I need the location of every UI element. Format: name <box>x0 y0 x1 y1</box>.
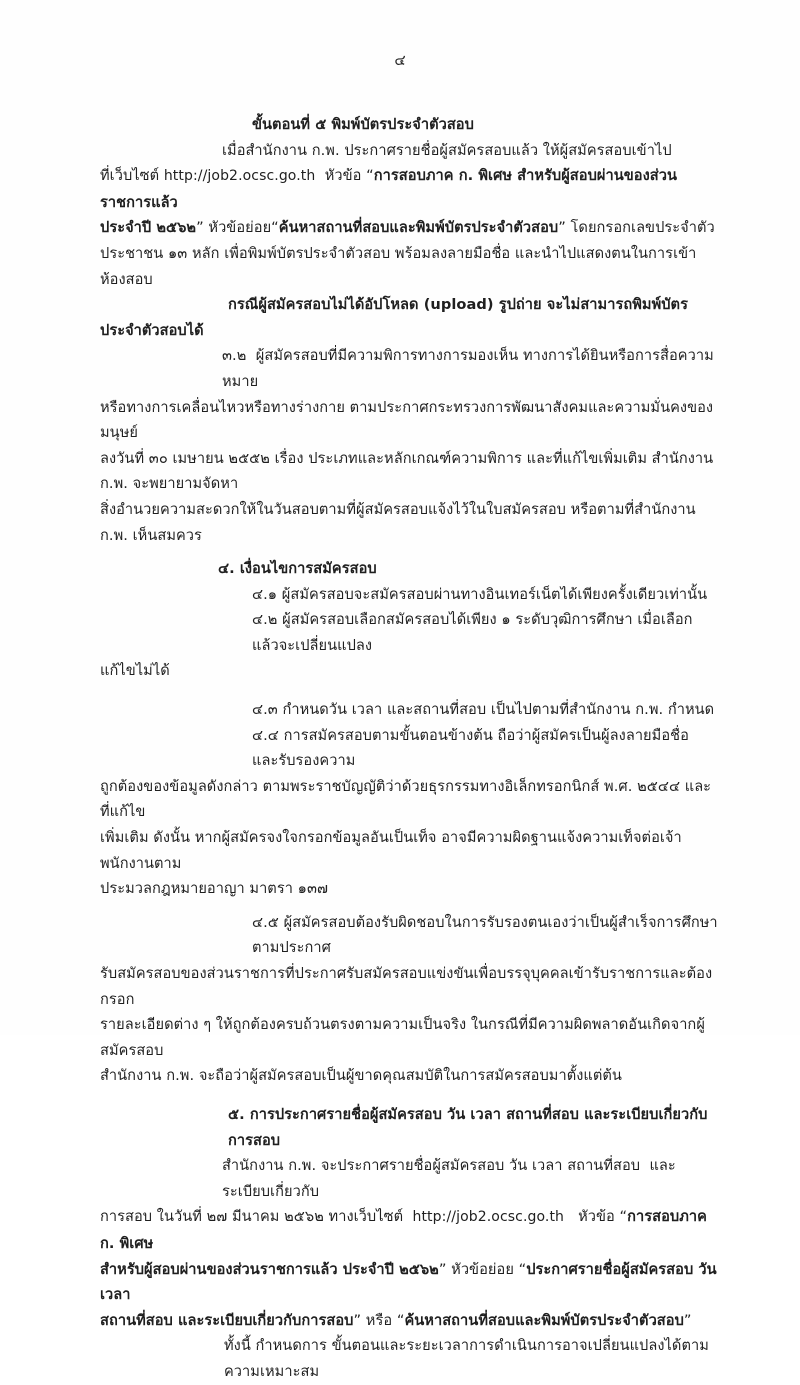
text-segment: ” โดยกรอกเลขประจำตัว <box>558 219 715 237</box>
text-segment: ” หรือ “ <box>353 1311 405 1329</box>
item-3-2-line3: ลงวันที่ ๓๐ เมษายน ๒๕๕๒ เรื่อง ประเภทและหลักเกณฑ์ความพิการ และที่แก้ไขเพิ่มเติม สำนักงาน ก.พ. จะพยายามจัดหา <box>100 449 718 493</box>
step5-paragraph1-line4: ประชาชน ๑๓ หลัก เพื่อพิมพ์บัตรประจำตัวสอบ พร้อมลงลายมือชื่อ และนำไปแสดงตนในการเข้าห้องสอบ <box>100 244 697 288</box>
exam-topic-continued: สำหรับผู้สอบผ่านของส่วนราชการแล้ว ประจำปี ๒๕๖๒ <box>100 1260 439 1278</box>
item-4-4-line3: เพิ่มเติม ดังนั้น หากผู้สมัครจงใจกรอกข้อมูลอันเป็นเท็จ อาจมีความผิดฐานแจ้งความเท็จต่อเจ้าพนักงานตาม <box>100 829 682 872</box>
exam-year-label: ประจำปี ๒๕๖๒ <box>100 219 197 237</box>
item-4-5-line4: สำนักงาน ก.พ. จะถือว่าผู้สมัครสอบเป็นผู้ขาดคุณสมบัติในการสมัครสอบมาตั้งแต่ต้น <box>100 1067 622 1085</box>
item-4-5-line1: ๔.๕ ผู้สมัครสอบต้องรับผิดชอบในการรับรองตนเองว่าเป็นผู้สำเร็จการศึกษาตามประกาศ <box>252 913 718 957</box>
text-segment: ” <box>683 1311 692 1329</box>
section-5-closing-note: ทั้งนี้ กำหนดการ ขั้นตอนและระยะเวลาการดำเนินการอาจเปลี่ยนแปลงได้ตามความเหมาะสม <box>224 1337 709 1380</box>
item-4-4-line4: ประมวลกฎหมายอาญา มาตรา ๑๓๗ <box>100 880 329 898</box>
spacer <box>100 902 718 910</box>
section-4-heading: ๔. เงื่อนไขการสมัครสอบ <box>218 560 377 578</box>
item-4-5-line3: รายละเอียดต่าง ๆ ให้ถูกต้องครบถ้วนตรงตามความเป็นจริง ในกรณีที่มีความผิดพลาดอันเกิดจากผู้สมัครสอบ <box>100 1016 705 1059</box>
section-5-line2 <box>100 1204 718 1256</box>
item-3-2-line1: ๓.๒ ผู้สมัครสอบที่มีความพิการทางการมองเห็น ทางการได้ยินหรือการสื่อความหมาย <box>222 347 714 390</box>
item-4-2-line1: ๔.๒ ผู้สมัครสอบเลือกสมัครสอบได้เพียง ๑ ระดับวุฒิการศึกษา เมื่อเลือกแล้วจะเปลี่ยนแปลง <box>252 611 693 654</box>
alternate-subtopic-title: ค้นหาสถานที่สอบและพิมพ์บัตรประจำตัวสอบ <box>404 1311 684 1329</box>
subtopic-title: ค้นหาสถานที่สอบและพิมพ์บัตรประจำตัวสอบ <box>278 219 559 237</box>
subtopic-title: ประกาศรายชื่อผู้สมัครสอบ วัน เวลา <box>100 1260 722 1304</box>
section-5-heading: ๕. การประกาศรายชื่อผู้สมัครสอบ วัน เวลา สถานที่สอบ และระเบียบเกี่ยวกับการสอบ <box>228 1105 708 1149</box>
spacer <box>100 684 718 697</box>
exam-topic-title: การสอบภาค ก. พิเศษ <box>100 1208 713 1252</box>
step5-upload-note-line2: ประจำตัวสอบได้ <box>100 321 204 339</box>
item-4-4-line1: ๔.๔ การสมัครสอบตามขั้นตอนข้างต้น ถือว่าผู้สมัครเป็นผู้ลงลายมือชื่อ และรับรองความ <box>252 726 694 770</box>
step5-paragraph1-line2 <box>100 163 718 215</box>
item-4-3: ๔.๓ กำหนดวัน เวลา และสถานที่สอบ เป็นไปตามที่สำนักงาน ก.พ. กำหนด <box>252 701 715 719</box>
section-5-line3 <box>100 1257 722 1308</box>
text-segment: หัวข้อ “ <box>315 167 374 185</box>
spacer <box>100 1089 718 1102</box>
text-segment: ” หัวข้อย่อย“ <box>196 219 279 237</box>
item-3-2-line2: หรือทางการเคลื่อนไหวหรือทางร่างกาย ตามประกาศกระทรวงการพัฒนาสังคมและความมั่นคงของมนุษย์ <box>100 398 714 442</box>
text-segment: ” หัวข้อย่อย “ <box>438 1260 527 1278</box>
item-4-4-line2: ถูกต้องของข้อมูลดังกล่าว ตามพระราชบัญญัติว่าด้วยธุรกรรมทางอิเล็กทรอกนิกส์ พ.ศ. ๒๕๔๔ และที่แก้ไข <box>100 777 712 821</box>
website-url: http://job2.ocsc.go.th <box>412 1209 565 1226</box>
step5-upload-note-line1: กรณีผู้สมัครสอบไม่ได้อัปโหลด (upload) รูปถ่าย จะไม่สามารถพิมพ์บัตร <box>228 296 688 314</box>
item-4-2-line2: แก้ไขไม่ได้ <box>100 662 170 680</box>
website-url: http://job2.ocsc.go.th <box>163 168 316 185</box>
subtopic-title-continued: สถานที่สอบ และระเบียบเกี่ยวกับการสอบ <box>100 1311 354 1329</box>
text-segment: ที่เว็บไซต์ <box>100 167 164 185</box>
document-body <box>100 112 722 1385</box>
item-4-5-line2: รับสมัครสอบของส่วนราชการที่ประกาศรับสมัครสอบแข่งขันเพื่อบรรจุบุคคลเข้ารับราชการและต้องกรอก <box>100 965 713 1008</box>
step5-paragraph1-line1: เมื่อสำนักงาน ก.พ. ประกาศรายชื่อผู้สมัครสอบแล้ว ให้ผู้สมัครสอบเข้าไป <box>222 141 672 159</box>
text-segment: หัวข้อ “ <box>564 1208 628 1226</box>
item-3-2-line4: สิ่งอำนวยความสะดวกให้ในวันสอบตามที่ผู้สมัครสอบแจ้งไว้ในใบสมัครสอบ หรือตามที่สำนักงาน ก.พ. เห็นสมควร <box>100 500 701 544</box>
step5-paragraph1-line3 <box>100 215 718 241</box>
section-5-line1: สำนักงาน ก.พ. จะประกาศรายชื่อผู้สมัครสอบ วัน เวลา สถานที่สอบ และระเบียบเกี่ยวกับ <box>222 1157 676 1200</box>
item-4-1: ๔.๑ ผู้สมัครสอบจะสมัครสอบผ่านทางอินเทอร์เน็ตได้เพียงครั้งเดียวเท่านั้น <box>252 585 708 603</box>
page-number: ๔ <box>394 51 406 69</box>
section-5-line4 <box>100 1308 718 1334</box>
exam-topic-title: การสอบภาค ก. พิเศษ สำหรับผู้สอบผ่านของส่วนราชการแล้ว <box>100 167 678 211</box>
step5-heading: ขั้นตอนที่ ๕ พิมพ์บัตรประจำตัวสอบ <box>252 116 474 133</box>
text-segment: การสอบ ในวันที่ ๒๗ มีนาคม ๒๕๖๒ ทางเว็บไซต์ <box>100 1208 413 1226</box>
spacer <box>100 548 718 556</box>
